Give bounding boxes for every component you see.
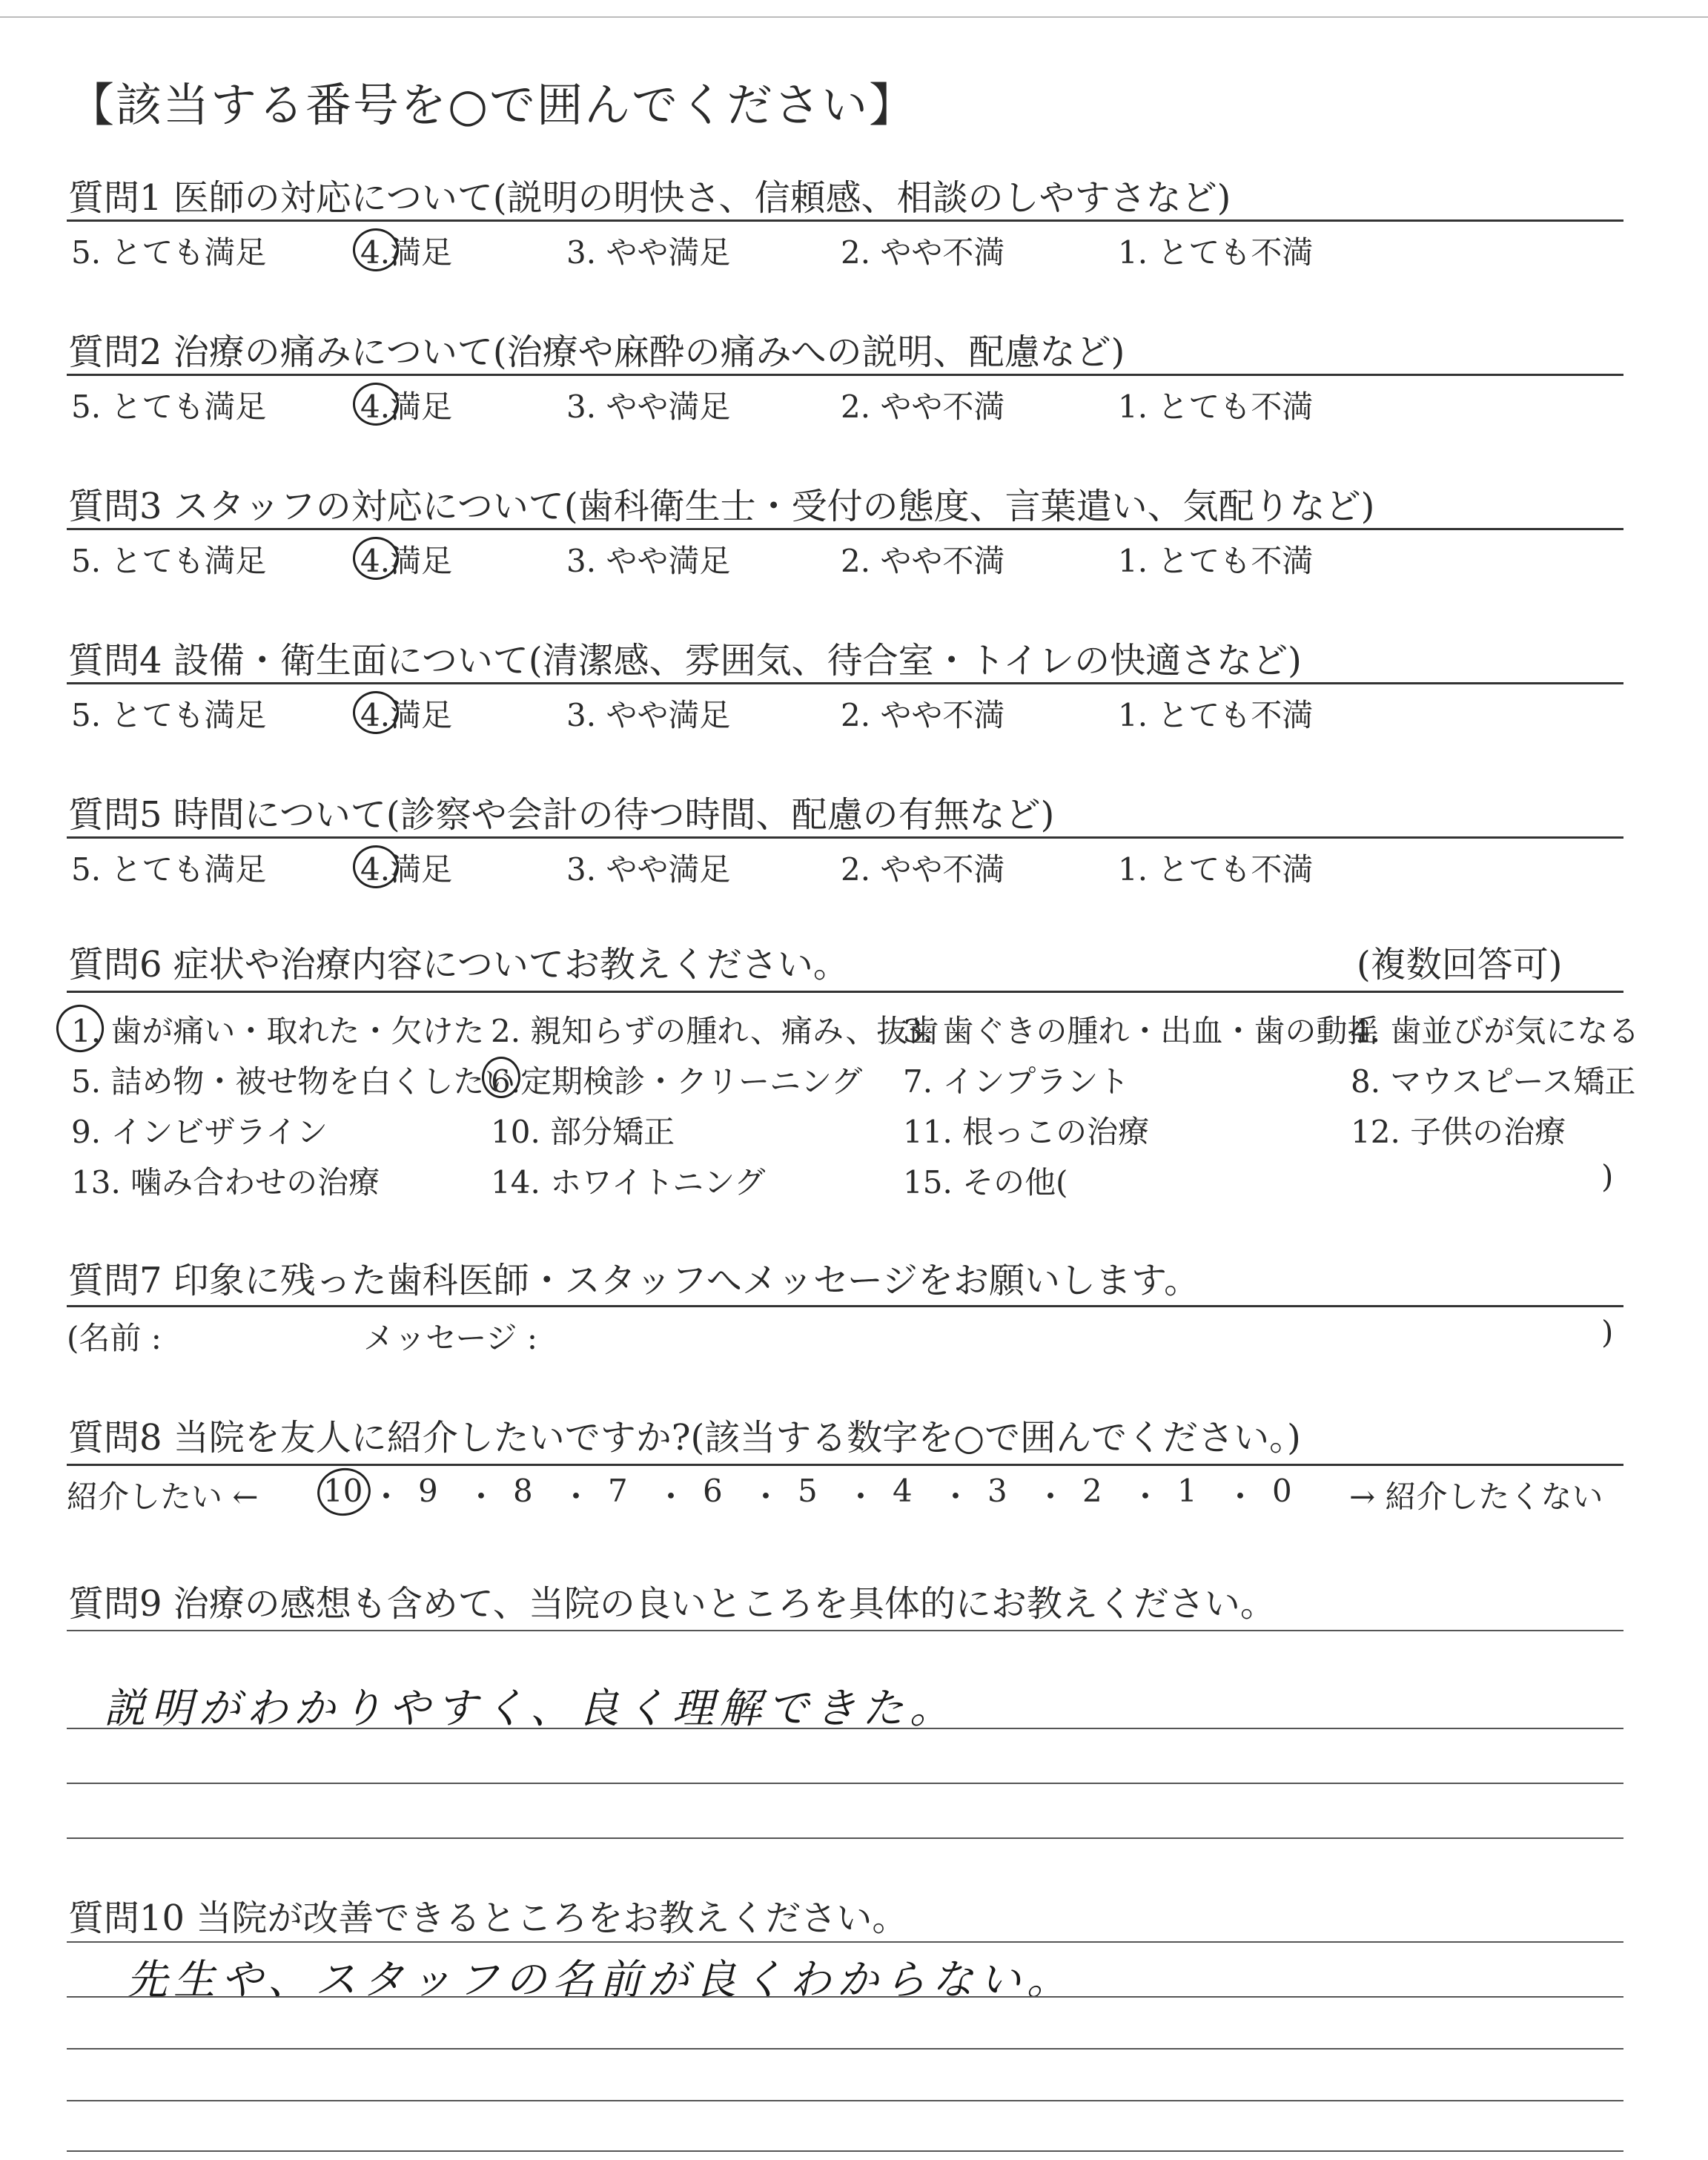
q8-scale-dot: ・ [655,1479,687,1515]
q1-rule [67,219,1623,222]
q9-line-2 [67,1728,1623,1729]
q5-option-4[interactable]: 4.満足 [360,851,453,888]
q8-scale-value-10[interactable]: 10 [323,1473,363,1509]
q8-scale-value-7[interactable]: 7 [608,1473,628,1509]
q9-line-3 [67,1783,1623,1784]
q5-option-1[interactable]: 1. とても不満 [1118,851,1314,888]
q8-scale-value-4[interactable]: 4 [893,1473,913,1509]
circle-mark-option-6 [482,1057,520,1098]
q7-close-paren: ) [1601,1314,1614,1350]
symptom-option-7[interactable]: 7. インプラント [903,1063,1130,1100]
q4-rule [67,682,1623,684]
symptom-option-15[interactable]: 15. その他( [903,1164,1068,1200]
q4-option-4[interactable]: 4.満足 [360,697,453,733]
q2-option-1[interactable]: 1. とても不満 [1118,389,1314,425]
q3-rule [67,528,1623,530]
q6-rule [67,991,1623,993]
q6-note: (複数回答可) [1357,944,1563,985]
q8-scale-value-3[interactable]: 3 [987,1473,1007,1509]
q5-option-3[interactable]: 3. やや満足 [566,851,731,888]
symptom-option-6[interactable]: 6.定期検診・クリーニング [491,1063,863,1100]
q1-title: 質問1 医師の対応について(説明の明快さ、信頼感、相談のしやすさなど) [68,177,1231,219]
q3-option-1[interactable]: 1. とても不満 [1118,543,1314,579]
q10-line-1 [67,1941,1623,1943]
q2-circle-mark [353,383,399,426]
q8-left-label: 紹介したい ← [67,1479,259,1515]
symptom-option-1[interactable]: 1. 歯が痛い・取れた・欠けた [71,1013,485,1049]
q4-option-1[interactable]: 1. とても不満 [1118,697,1314,733]
q8-scale-value-5[interactable]: 5 [798,1473,818,1509]
symptom-option-5[interactable]: 5. 詰め物・被せ物を白くしたい [71,1063,516,1100]
symptom-option-8[interactable]: 8. マウスピース矯正 [1351,1063,1636,1100]
q5-rule [67,836,1623,839]
symptom-option-14[interactable]: 14. ホワイトニング [491,1164,766,1200]
q3-title: 質問3 スタッフの対応について(歯科衛生士・受付の態度、言葉遣い、気配りなど) [68,486,1375,527]
symptom-option-9[interactable]: 9. インビザライン [71,1114,328,1150]
q5-title: 質問5 時間について(診察や会計の待つ時間、配慮の有無など) [68,794,1055,836]
symptom-option-12[interactable]: 12. 子供の治療 [1351,1114,1566,1150]
q8-scale-value-1[interactable]: 1 [1177,1473,1197,1509]
q10-line-3 [67,2048,1623,2050]
q4-circle-mark [353,691,399,734]
q3-option-5[interactable]: 5. とても満足 [71,543,267,579]
q8-scale-dot: ・ [466,1479,497,1515]
q8-scale-value-8[interactable]: 8 [513,1473,533,1509]
q1-option-5[interactable]: 5. とても満足 [71,234,267,271]
q7-name-label: (名前 : [67,1320,162,1356]
q7-rule [67,1305,1623,1307]
q9-line-4 [67,1837,1623,1839]
page-heading: 【該当する番号を○で囲んでください】 [68,78,917,132]
symptom-option-4[interactable]: 4. 歯並びが気になる [1351,1013,1640,1049]
q7-title: 質問7 印象に残った歯科医師・スタッフへメッセージをお願いします。 [68,1260,1200,1301]
q10-handwritten-answer: 先生や、スタッフの名前が良くわからない。 [126,1956,1074,2004]
q8-rule [67,1464,1623,1466]
q8-scale-dot: ・ [1035,1479,1067,1515]
symptom-option-13[interactable]: 13. 噛み合わせの治療 [71,1164,380,1200]
q9-handwritten-answer: 説明がわかりやすく、良く理解できた。 [104,1685,957,1733]
q8-title: 質問8 当院を友人に紹介したいですか?(該当する数字を○で囲んでください。) [68,1417,1301,1459]
symptom-option-11[interactable]: 11. 根っこの治療 [903,1114,1150,1150]
q2-option-4[interactable]: 4.満足 [360,389,453,425]
q2-title: 質問2 治療の痛みについて(治療や麻酔の痛みへの説明、配慮など) [68,331,1125,373]
q4-option-5[interactable]: 5. とても満足 [71,697,267,733]
q3-option-3[interactable]: 3. やや満足 [566,543,731,579]
q3-option-2[interactable]: 2. やや不満 [841,543,1005,579]
q8-scale-dot: ・ [560,1479,592,1515]
q2-option-2[interactable]: 2. やや不満 [841,389,1005,425]
q8-scale-dot: ・ [1130,1479,1162,1515]
q9-title: 質問9 治療の感想も含めて、当院の良いところを具体的にお教えください。 [68,1583,1276,1625]
q1-option-2[interactable]: 2. やや不満 [841,234,1005,271]
q1-option-4[interactable]: 4.満足 [360,234,453,271]
q10-line-4 [67,2100,1623,2101]
scan-top-edge [0,0,1708,18]
q4-title: 質問4 設備・衛生面について(清潔感、雰囲気、待合室・トイレの快適さなど) [68,640,1302,681]
q2-option-3[interactable]: 3. やや満足 [566,389,731,425]
q8-scale-value-0[interactable]: 0 [1272,1473,1292,1509]
q10-line-5 [67,2150,1623,2152]
symptom-option-10[interactable]: 10. 部分矯正 [491,1114,675,1150]
q7-message-label: メッセージ : [363,1320,537,1356]
q5-option-5[interactable]: 5. とても満足 [71,851,267,888]
q10-title: 質問10 当院が改善できるところをお教えください。 [68,1898,908,1939]
q8-right-label: → 紹介したくない [1349,1479,1603,1515]
q4-option-2[interactable]: 2. やや不満 [841,697,1005,733]
q2-option-5[interactable]: 5. とても満足 [71,389,267,425]
q8-scale-dot: ・ [1225,1479,1257,1515]
q1-circle-mark [353,228,399,271]
q8-scale-dot: ・ [371,1479,403,1515]
q8-scale-value-6[interactable]: 6 [703,1473,723,1509]
symptom-option-3[interactable]: 3. 歯ぐきの腫れ・出血・歯の動揺 [903,1013,1379,1049]
q4-option-3[interactable]: 3. やや満足 [566,697,731,733]
q5-option-2[interactable]: 2. やや不満 [841,851,1005,888]
q5-circle-mark [353,845,399,888]
q1-option-1[interactable]: 1. とても不満 [1118,234,1314,271]
q1-option-3[interactable]: 3. やや満足 [566,234,731,271]
q10-line-2 [67,1996,1623,1998]
q9-line-1 [67,1630,1623,1631]
q2-rule [67,374,1623,376]
q8-scale-dot: ・ [940,1479,972,1515]
symptom-other-close: ) [1601,1158,1614,1195]
symptom-option-2[interactable]: 2. 親知らずの腫れ、痛み、抜歯 [491,1013,939,1049]
q3-circle-mark [353,537,399,580]
q3-option-4[interactable]: 4.満足 [360,543,453,579]
q8-scale-dot: ・ [845,1479,877,1515]
q8-scale-value-9[interactable]: 9 [418,1473,438,1509]
q8-scale-dot: ・ [750,1479,782,1515]
q8-scale-value-2[interactable]: 2 [1082,1473,1102,1509]
q6-title: 質問6 症状や治療内容についてお教えください。 [68,944,849,985]
